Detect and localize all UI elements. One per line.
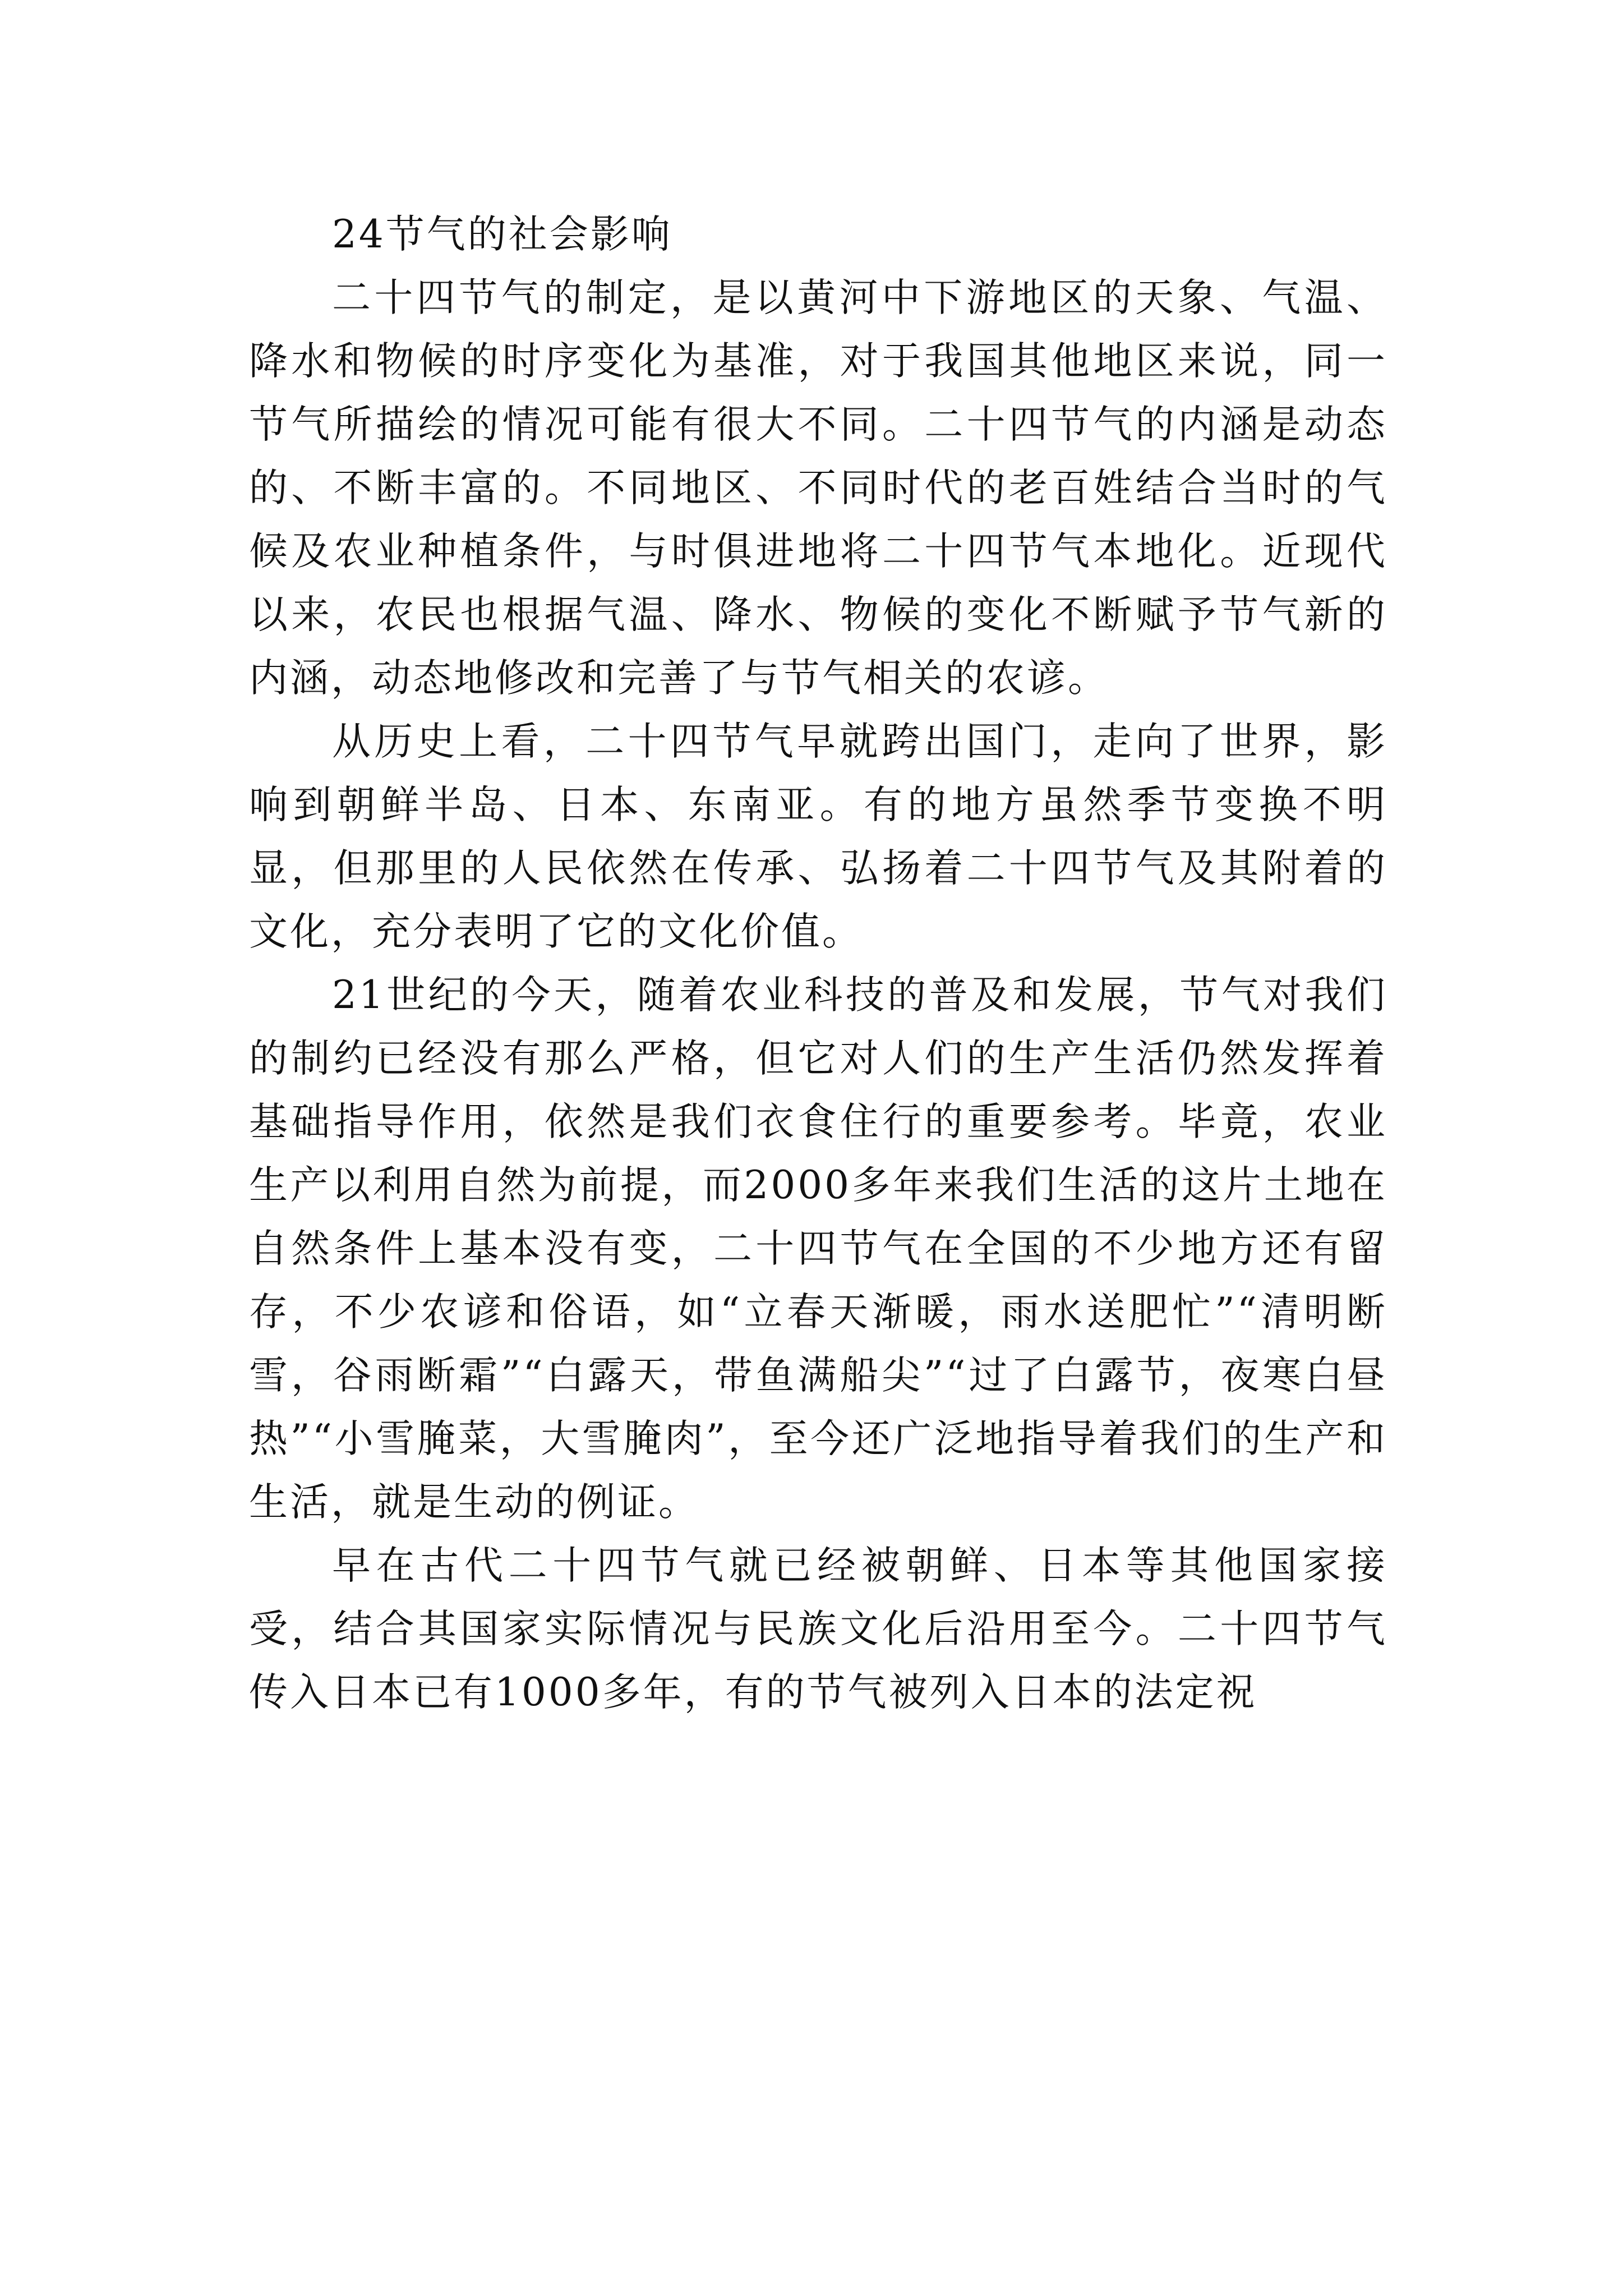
document-body [249, 203, 1387, 1724]
paragraph-4: 早在古代二十四节气就已经被朝鲜、日本等其他国家接受，结合其国家实际情况与民族文化后沿用至今。二十四节气传入日本已有1000多年，有的节气被列入日本的法定祝 [249, 1543, 1387, 1715]
document-title: 24节气的社会影响 [332, 212, 672, 257]
paragraph-3: 21世纪的今天，随着农业科技的普及和发展，节气对我们的制约已经没有那么严格，但它对人们的生产生活仍然发挥着基础指导作用，依然是我们衣食住行的重要参考。毕竟，农业生产以利用自然为前提，而2000多年来我们生活的这片土地在自然条件上基本没有变，二十四节气在全国的不少地方还有留存，不少农谚和俗语，如“立春天渐暖，雨水送肥忙”“清明断雪，谷雨断霜”“白露天，带鱼满船尖”“过了白露节，夜寒白昼热”“小雪腌菜，大雪腌肉”，至今还广泛地指导着我们的生产和生活，就是生动的例证。 [249, 973, 1387, 1525]
paragraph-1: 二十四节气的制定，是以黄河中下游地区的天象、气温、降水和物候的时序变化为基准，对于我国其他地区来说，同一节气所描绘的情况可能有很大不同。二十四节气的内涵是动态的、不断丰富的。不同地区、不同时代的老百姓结合当时的气候及农业种植条件，与时俱进地将二十四节气本地化。近现代以来，农民也根据气温、降水、物候的变化不断赋予节气新的内涵，动态地修改和完善了与节气相关的农谚。 [249, 275, 1387, 701]
paragraph-2: 从历史上看，二十四节气早就跨出国门，走向了世界，影响到朝鲜半岛、日本、东南亚。有的地方虽然季节变换不明显，但那里的人民依然在传承、弘扬着二十四节气及其附着的文化，充分表明了它的文化价值。 [249, 719, 1387, 954]
